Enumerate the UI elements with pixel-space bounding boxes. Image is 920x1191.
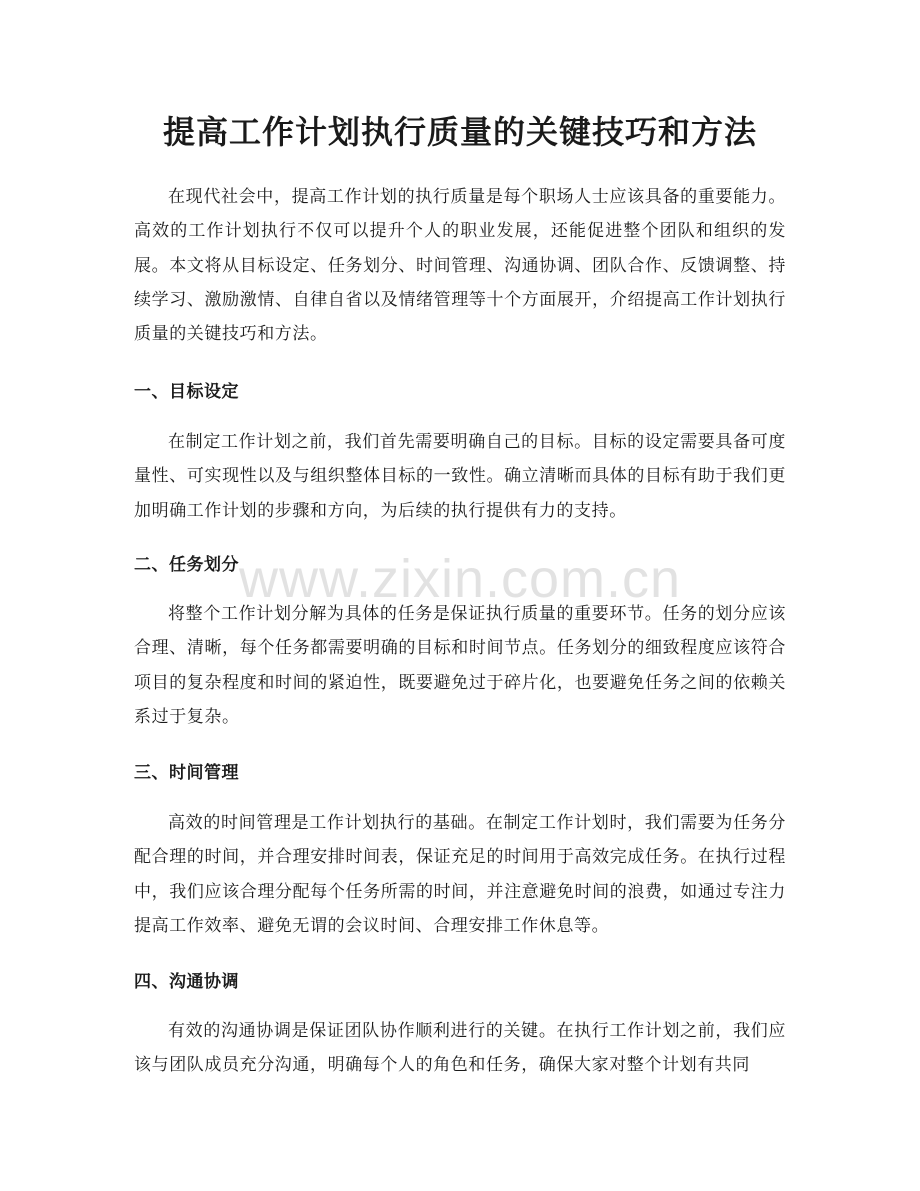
section-body-communication: 有效的沟通协调是保证团队协作顺利进行的关键。在执行工作计划之前，我们应该与团队成员充分沟通，明确每个人的角色和任务，确保大家对整个计划有共同	[134, 1021, 786, 1076]
section-heading-communication: 四、沟通协调	[134, 972, 239, 992]
section-heading-time-management: 三、时间管理	[134, 763, 239, 783]
document-title: 提高工作计划执行质量的关键技巧和方法	[162, 113, 757, 151]
section-heading-goal-setting: 一、目标设定	[134, 382, 239, 402]
section-body-time-management: 高效的时间管理是工作计划执行的基础。在制定工作计划时，我们需要为任务分配合理的时间，并合理安排时间表，保证充足的时间用于高效完成任务。在执行过程中，我们应该合理分配每个任务所需的时间，并注意避免时间的浪费，如通过专注力提高工作效率、避免无谓的会议时间、合理安排工作休息等。	[134, 813, 786, 936]
section-body-goal-setting: 在制定工作计划之前，我们首先需要明确自己的目标。目标的设定需要具备可度量性、可实现性以及与组织整体目标的一致性。确立清晰而具体的目标有助于我们更加明确工作计划的步骤和方向，为后续的执行提供有力的支持。	[134, 432, 786, 521]
section-heading-task-division: 二、任务划分	[134, 555, 239, 575]
section-body-task-division: 将整个工作计划分解为具体的任务是保证执行质量的重要环节。任务的划分应该合理、清晰，每个任务都需要明确的目标和时间节点。任务划分的细致程度应该符合项目的复杂程度和时间的紧迫性，既要避免过于碎片化，也要避免任务之间的依赖关系过于复杂。	[134, 604, 786, 727]
intro-paragraph: 在现代社会中，提高工作计划的执行质量是每个职场人士应该具备的重要能力。高效的工作计划执行不仅可以提升个人的职业发展，还能促进整个团队和组织的发展。本文将从目标设定、任务划分、时间管理、沟通协调、团队合作、反馈调整、持续学习、激励激情、自律自省以及情绪管理等十个方面展开，介绍提高工作计划执行质量的关键技巧和方法。	[134, 187, 786, 345]
watermark-text: www.zixin.com.cn	[238, 549, 682, 609]
